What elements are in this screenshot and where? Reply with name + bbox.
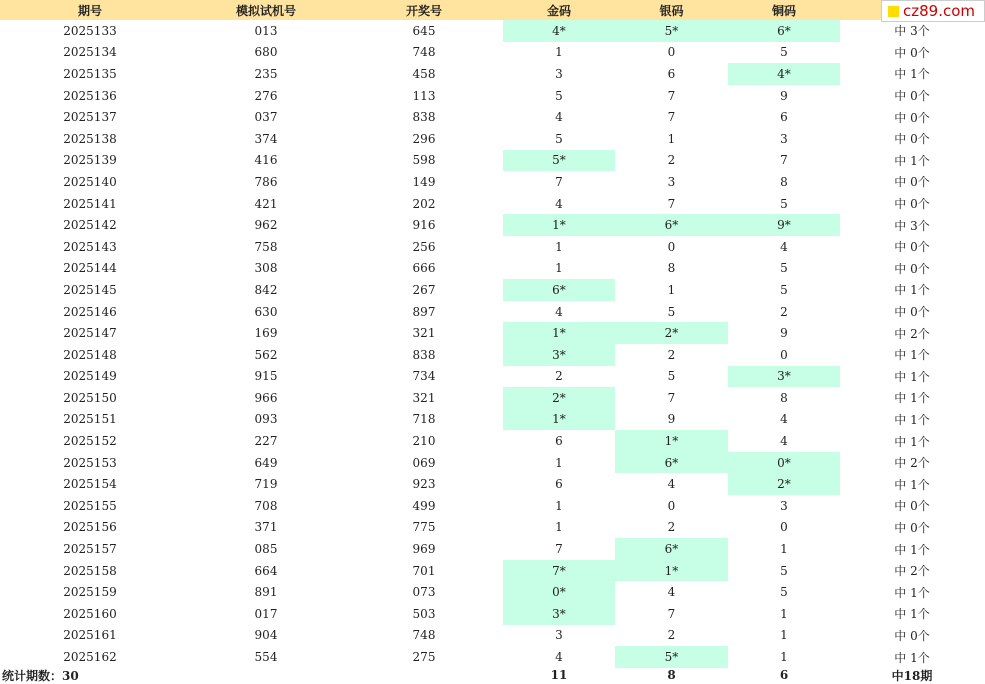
draw-number-cell: 256 (412, 239, 436, 254)
period-cell: 2025161 (63, 628, 117, 643)
draw-number-cell: 701 (412, 563, 436, 578)
bronze-cell: 8 (780, 390, 788, 405)
sim-number-cell: 421 (254, 196, 278, 211)
footer-bronze-total: 6 (779, 668, 789, 682)
silver-cell: 1 (667, 131, 676, 146)
gold-cell: 4 (555, 650, 563, 665)
sim-number-cell: 649 (254, 455, 278, 470)
table-row (0, 387, 985, 409)
table-row (0, 495, 985, 517)
period-cell: 2025152 (63, 434, 117, 449)
gold-cell: 1* (503, 409, 615, 431)
sim-number-cell: 891 (254, 585, 278, 600)
footer-label: 统计期数：30 (2, 668, 79, 683)
silver-cell: 2* (615, 322, 728, 344)
sim-number-cell: 758 (254, 239, 278, 254)
silver-cell: 5 (667, 304, 676, 319)
table-row (0, 517, 985, 539)
header-bronze: 铜码 (771, 3, 796, 18)
sim-number-cell: 786 (254, 174, 278, 189)
silver-cell: 2 (667, 628, 676, 643)
silver-cell: 7 (667, 110, 676, 125)
bronze-cell: 4* (728, 63, 840, 85)
hit-count-cell: 中 0个 (894, 45, 930, 60)
hit-count-cell: 中 1个 (894, 434, 930, 449)
gold-cell: 3* (503, 603, 615, 625)
hit-count-cell: 中 1个 (894, 542, 930, 557)
table-row (0, 473, 985, 495)
table-row (0, 214, 985, 236)
sim-number-cell: 085 (254, 542, 278, 557)
table-row (0, 344, 985, 366)
hit-count-cell: 中 1个 (894, 650, 930, 665)
silver-cell: 5* (615, 20, 728, 42)
draw-number-cell: 296 (412, 131, 436, 146)
bronze-cell: 0 (780, 347, 788, 362)
gold-cell: 3 (555, 628, 563, 643)
draw-number-cell: 073 (412, 585, 436, 600)
header-gold: 金码 (546, 3, 571, 18)
silver-cell: 1* (615, 430, 728, 452)
hit-count-cell: 中 1个 (894, 412, 930, 427)
table-row (0, 171, 985, 193)
silver-cell: 7 (667, 606, 676, 621)
period-cell: 2025135 (63, 66, 117, 81)
period-cell: 2025155 (63, 498, 117, 513)
sim-number-cell: 915 (254, 369, 278, 384)
hit-count-cell: 中 1个 (894, 283, 930, 298)
bronze-cell: 1 (780, 650, 788, 665)
silver-cell: 5* (615, 646, 728, 668)
sim-number-cell: 276 (254, 88, 278, 103)
hit-count-cell: 中 1个 (894, 585, 930, 600)
hit-count-cell: 中 1个 (894, 607, 930, 622)
gold-cell: 1 (555, 45, 563, 60)
bronze-cell: 9* (728, 214, 840, 236)
gold-cell: 4* (503, 20, 615, 42)
draw-number-cell: 069 (412, 455, 436, 470)
hit-count-cell: 中 0个 (894, 89, 930, 104)
draw-number-cell: 149 (412, 174, 436, 189)
silver-cell: 7 (667, 196, 676, 211)
gold-cell: 4 (555, 304, 563, 319)
hit-count-cell: 中 2个 (894, 564, 930, 579)
bronze-cell: 1 (780, 606, 788, 621)
silver-cell: 1 (667, 282, 676, 297)
table-row (0, 452, 985, 474)
sim-number-cell: 308 (254, 261, 278, 276)
period-cell: 2025151 (63, 412, 117, 427)
hit-count-cell: 中 1个 (894, 391, 930, 406)
silver-cell: 6* (615, 452, 728, 474)
footer-gold-total: 11 (550, 668, 568, 682)
bronze-cell: 5 (780, 282, 788, 297)
bronze-cell: 5 (780, 196, 788, 211)
silver-cell: 6 (667, 66, 676, 81)
gold-cell: 7 (555, 542, 563, 557)
table-row (0, 106, 985, 128)
silver-cell: 5 (667, 369, 676, 384)
period-cell: 2025153 (63, 455, 117, 470)
silver-cell: 4 (667, 585, 676, 600)
gold-cell: 1 (555, 261, 563, 276)
table-header (0, 0, 985, 20)
silver-cell: 6* (615, 538, 728, 560)
silver-cell: 7 (667, 88, 676, 103)
table-row (0, 258, 985, 280)
period-cell: 2025150 (63, 390, 117, 405)
gold-cell: 5* (503, 150, 615, 172)
draw-number-cell: 748 (412, 628, 436, 643)
bronze-cell: 3 (780, 131, 788, 146)
bronze-cell: 5 (780, 563, 788, 578)
hit-count-cell: 中 0个 (894, 628, 930, 643)
draw-number-cell: 718 (412, 412, 436, 427)
sim-number-cell: 416 (254, 153, 278, 168)
bronze-cell: 5 (780, 261, 788, 276)
sim-number-cell: 708 (254, 498, 278, 513)
draw-number-cell: 598 (412, 153, 436, 168)
bronze-cell: 7 (780, 153, 788, 168)
period-cell: 2025146 (63, 304, 117, 319)
bronze-cell: 8 (780, 174, 788, 189)
silver-cell: 1* (615, 560, 728, 582)
table-row (0, 193, 985, 215)
silver-cell: 4 (667, 477, 676, 492)
gold-cell: 0* (503, 581, 615, 603)
silver-cell: 0 (667, 45, 676, 60)
silver-cell: 3 (667, 174, 676, 189)
period-cell: 2025143 (63, 239, 117, 254)
silver-cell: 7 (667, 390, 676, 405)
silver-cell: 2 (667, 153, 676, 168)
header-silver: 银码 (659, 3, 684, 18)
hit-count-cell: 中 0个 (894, 197, 930, 212)
silver-cell: 0 (667, 239, 676, 254)
period-cell: 2025138 (63, 131, 117, 146)
sim-number-cell: 719 (254, 477, 278, 492)
bronze-cell: 0* (728, 452, 840, 474)
hit-count-cell: 中 2个 (894, 326, 930, 341)
bronze-cell: 4 (780, 434, 788, 449)
table-row (0, 366, 985, 388)
hit-count-cell: 中 0个 (894, 175, 930, 190)
period-cell: 2025157 (63, 542, 117, 557)
draw-number-cell: 775 (412, 520, 436, 535)
draw-number-cell: 458 (412, 66, 436, 81)
table-row (0, 279, 985, 301)
gold-cell: 1 (555, 520, 563, 535)
bronze-cell: 4 (780, 412, 788, 427)
gold-cell: 2* (503, 387, 615, 409)
period-cell: 2025137 (63, 110, 117, 125)
period-cell: 2025147 (63, 326, 117, 341)
gold-cell: 2 (555, 369, 563, 384)
bronze-cell: 5 (780, 585, 788, 600)
sim-number-cell: 017 (254, 606, 278, 621)
hit-count-cell: 中 0个 (894, 240, 930, 255)
period-cell: 2025142 (63, 218, 117, 233)
draw-number-cell: 503 (412, 606, 436, 621)
header-sim-number: 模拟试机号 (235, 3, 296, 18)
hit-count-cell: 中 3个 (894, 218, 930, 233)
table-row (0, 430, 985, 452)
draw-number-cell: 734 (412, 369, 436, 384)
draw-number-cell: 838 (412, 347, 436, 362)
sim-number-cell: 966 (254, 390, 278, 405)
table-row (0, 560, 985, 582)
draw-number-cell: 275 (412, 650, 436, 665)
sim-number-cell: 904 (254, 628, 278, 643)
draw-number-cell: 113 (412, 88, 436, 103)
gold-cell: 1 (555, 498, 563, 513)
sim-number-cell: 554 (254, 650, 278, 665)
gold-cell: 1 (555, 455, 563, 470)
bronze-cell: 2* (728, 473, 840, 495)
table-row (0, 322, 985, 344)
period-cell: 2025158 (63, 563, 117, 578)
draw-number-cell: 321 (412, 390, 436, 405)
sim-number-cell: 374 (254, 131, 278, 146)
footer-silver-total: 8 (667, 668, 676, 682)
gold-cell: 3 (555, 66, 563, 81)
table-row (0, 581, 985, 603)
table-row (0, 301, 985, 323)
bronze-cell: 6 (780, 110, 788, 125)
bronze-cell: 1 (780, 628, 788, 643)
silver-cell: 2 (667, 347, 676, 362)
header-period: 期号 (77, 3, 102, 18)
hit-count-cell: 中 2个 (894, 456, 930, 471)
draw-number-cell: 916 (412, 218, 436, 233)
table-row (0, 538, 985, 560)
gold-cell: 1 (555, 239, 563, 254)
sim-number-cell: 037 (254, 110, 278, 125)
period-cell: 2025144 (63, 261, 117, 276)
table-row (0, 20, 985, 42)
silver-cell: 8 (667, 261, 676, 276)
sim-number-cell: 227 (254, 434, 278, 449)
gold-cell: 1* (503, 214, 615, 236)
period-cell: 2025140 (63, 174, 117, 189)
table-row (0, 646, 985, 668)
sim-number-cell: 630 (254, 304, 278, 319)
silver-cell: 9 (667, 412, 676, 427)
draw-number-cell: 969 (412, 542, 436, 557)
hit-count-cell: 中 0个 (894, 499, 930, 514)
table-row (0, 63, 985, 85)
hit-count-cell: 中 0个 (894, 132, 930, 147)
bronze-cell: 5 (780, 45, 788, 60)
silver-cell: 0 (667, 498, 676, 513)
period-cell: 2025148 (63, 347, 117, 362)
table-row (0, 42, 985, 64)
sim-number-cell: 842 (254, 282, 278, 297)
draw-number-cell: 645 (412, 23, 436, 38)
sim-number-cell: 962 (254, 218, 278, 233)
sim-number-cell: 562 (254, 347, 278, 362)
gold-cell: 4 (555, 196, 563, 211)
gold-cell: 5 (555, 131, 563, 146)
period-cell: 2025160 (63, 606, 117, 621)
draw-number-cell: 499 (412, 498, 436, 513)
hit-count-cell: 中 1个 (894, 477, 930, 492)
period-cell: 2025154 (63, 477, 117, 492)
gold-cell: 6* (503, 279, 615, 301)
sim-number-cell: 013 (254, 23, 278, 38)
hit-count-cell: 中 0个 (894, 305, 930, 320)
period-cell: 2025156 (63, 520, 117, 535)
period-cell: 2025136 (63, 88, 117, 103)
bronze-cell: 9 (780, 326, 788, 341)
bronze-cell: 2 (780, 304, 788, 319)
gold-cell: 6 (555, 434, 563, 449)
draw-number-cell: 321 (412, 326, 436, 341)
table-row (0, 603, 985, 625)
period-cell: 2025133 (63, 23, 117, 38)
hit-count-cell: 中 3个 (894, 24, 930, 39)
bronze-cell: 1 (780, 542, 788, 557)
period-cell: 2025141 (63, 196, 117, 211)
silver-cell: 6* (615, 214, 728, 236)
table-row (0, 409, 985, 431)
draw-number-cell: 838 (412, 110, 436, 125)
table-row (0, 236, 985, 258)
watermark-text: cz89.com (903, 2, 976, 20)
gold-cell: 1* (503, 322, 615, 344)
logo-square-icon (888, 6, 899, 17)
table-row (0, 85, 985, 107)
sim-number-cell: 680 (254, 45, 278, 60)
site-watermark[interactable] (881, 0, 985, 22)
gold-cell: 4 (555, 110, 563, 125)
draw-number-cell: 202 (412, 196, 436, 211)
hit-count-cell: 中 1个 (894, 153, 930, 168)
table-row (0, 150, 985, 172)
bronze-cell: 4 (780, 239, 788, 254)
sim-number-cell: 371 (254, 520, 278, 535)
hit-count-cell: 中 0个 (894, 261, 930, 276)
table-body (0, 20, 985, 668)
gold-cell: 7* (503, 560, 615, 582)
gold-cell: 3* (503, 344, 615, 366)
period-cell: 2025149 (63, 369, 117, 384)
period-cell: 2025139 (63, 153, 117, 168)
draw-number-cell: 267 (412, 282, 436, 297)
header-draw-number: 开奖号 (405, 3, 442, 18)
period-cell: 2025145 (63, 282, 117, 297)
bronze-cell: 0 (780, 520, 788, 535)
draw-number-cell: 923 (412, 477, 436, 492)
sim-number-cell: 169 (254, 326, 278, 341)
draw-number-cell: 748 (412, 45, 436, 60)
hit-count-cell: 中 0个 (894, 110, 930, 125)
draw-number-cell: 210 (412, 434, 436, 449)
hit-count-cell: 中 1个 (894, 369, 930, 384)
bronze-cell: 3 (780, 498, 788, 513)
draw-number-cell: 666 (412, 261, 436, 276)
sim-number-cell: 664 (254, 563, 278, 578)
sim-number-cell: 093 (254, 412, 278, 427)
table-footer (0, 666, 985, 684)
hit-count-cell: 中 1个 (894, 348, 930, 363)
period-cell: 2025162 (63, 650, 117, 665)
period-cell: 2025159 (63, 585, 117, 600)
period-cell: 2025134 (63, 45, 117, 60)
gold-cell: 7 (555, 174, 563, 189)
bronze-cell: 3* (728, 366, 840, 388)
bronze-cell: 9 (780, 88, 788, 103)
gold-cell: 5 (555, 88, 563, 103)
bronze-cell: 6* (728, 20, 840, 42)
table-row (0, 128, 985, 150)
hit-count-cell: 中 1个 (894, 67, 930, 82)
silver-cell: 2 (667, 520, 676, 535)
table-row (0, 625, 985, 647)
gold-cell: 6 (555, 477, 563, 492)
sim-number-cell: 235 (254, 66, 278, 81)
footer-periods-hit: 中18期 (891, 668, 933, 683)
hit-count-cell: 中 0个 (894, 520, 930, 535)
draw-number-cell: 897 (412, 304, 436, 319)
